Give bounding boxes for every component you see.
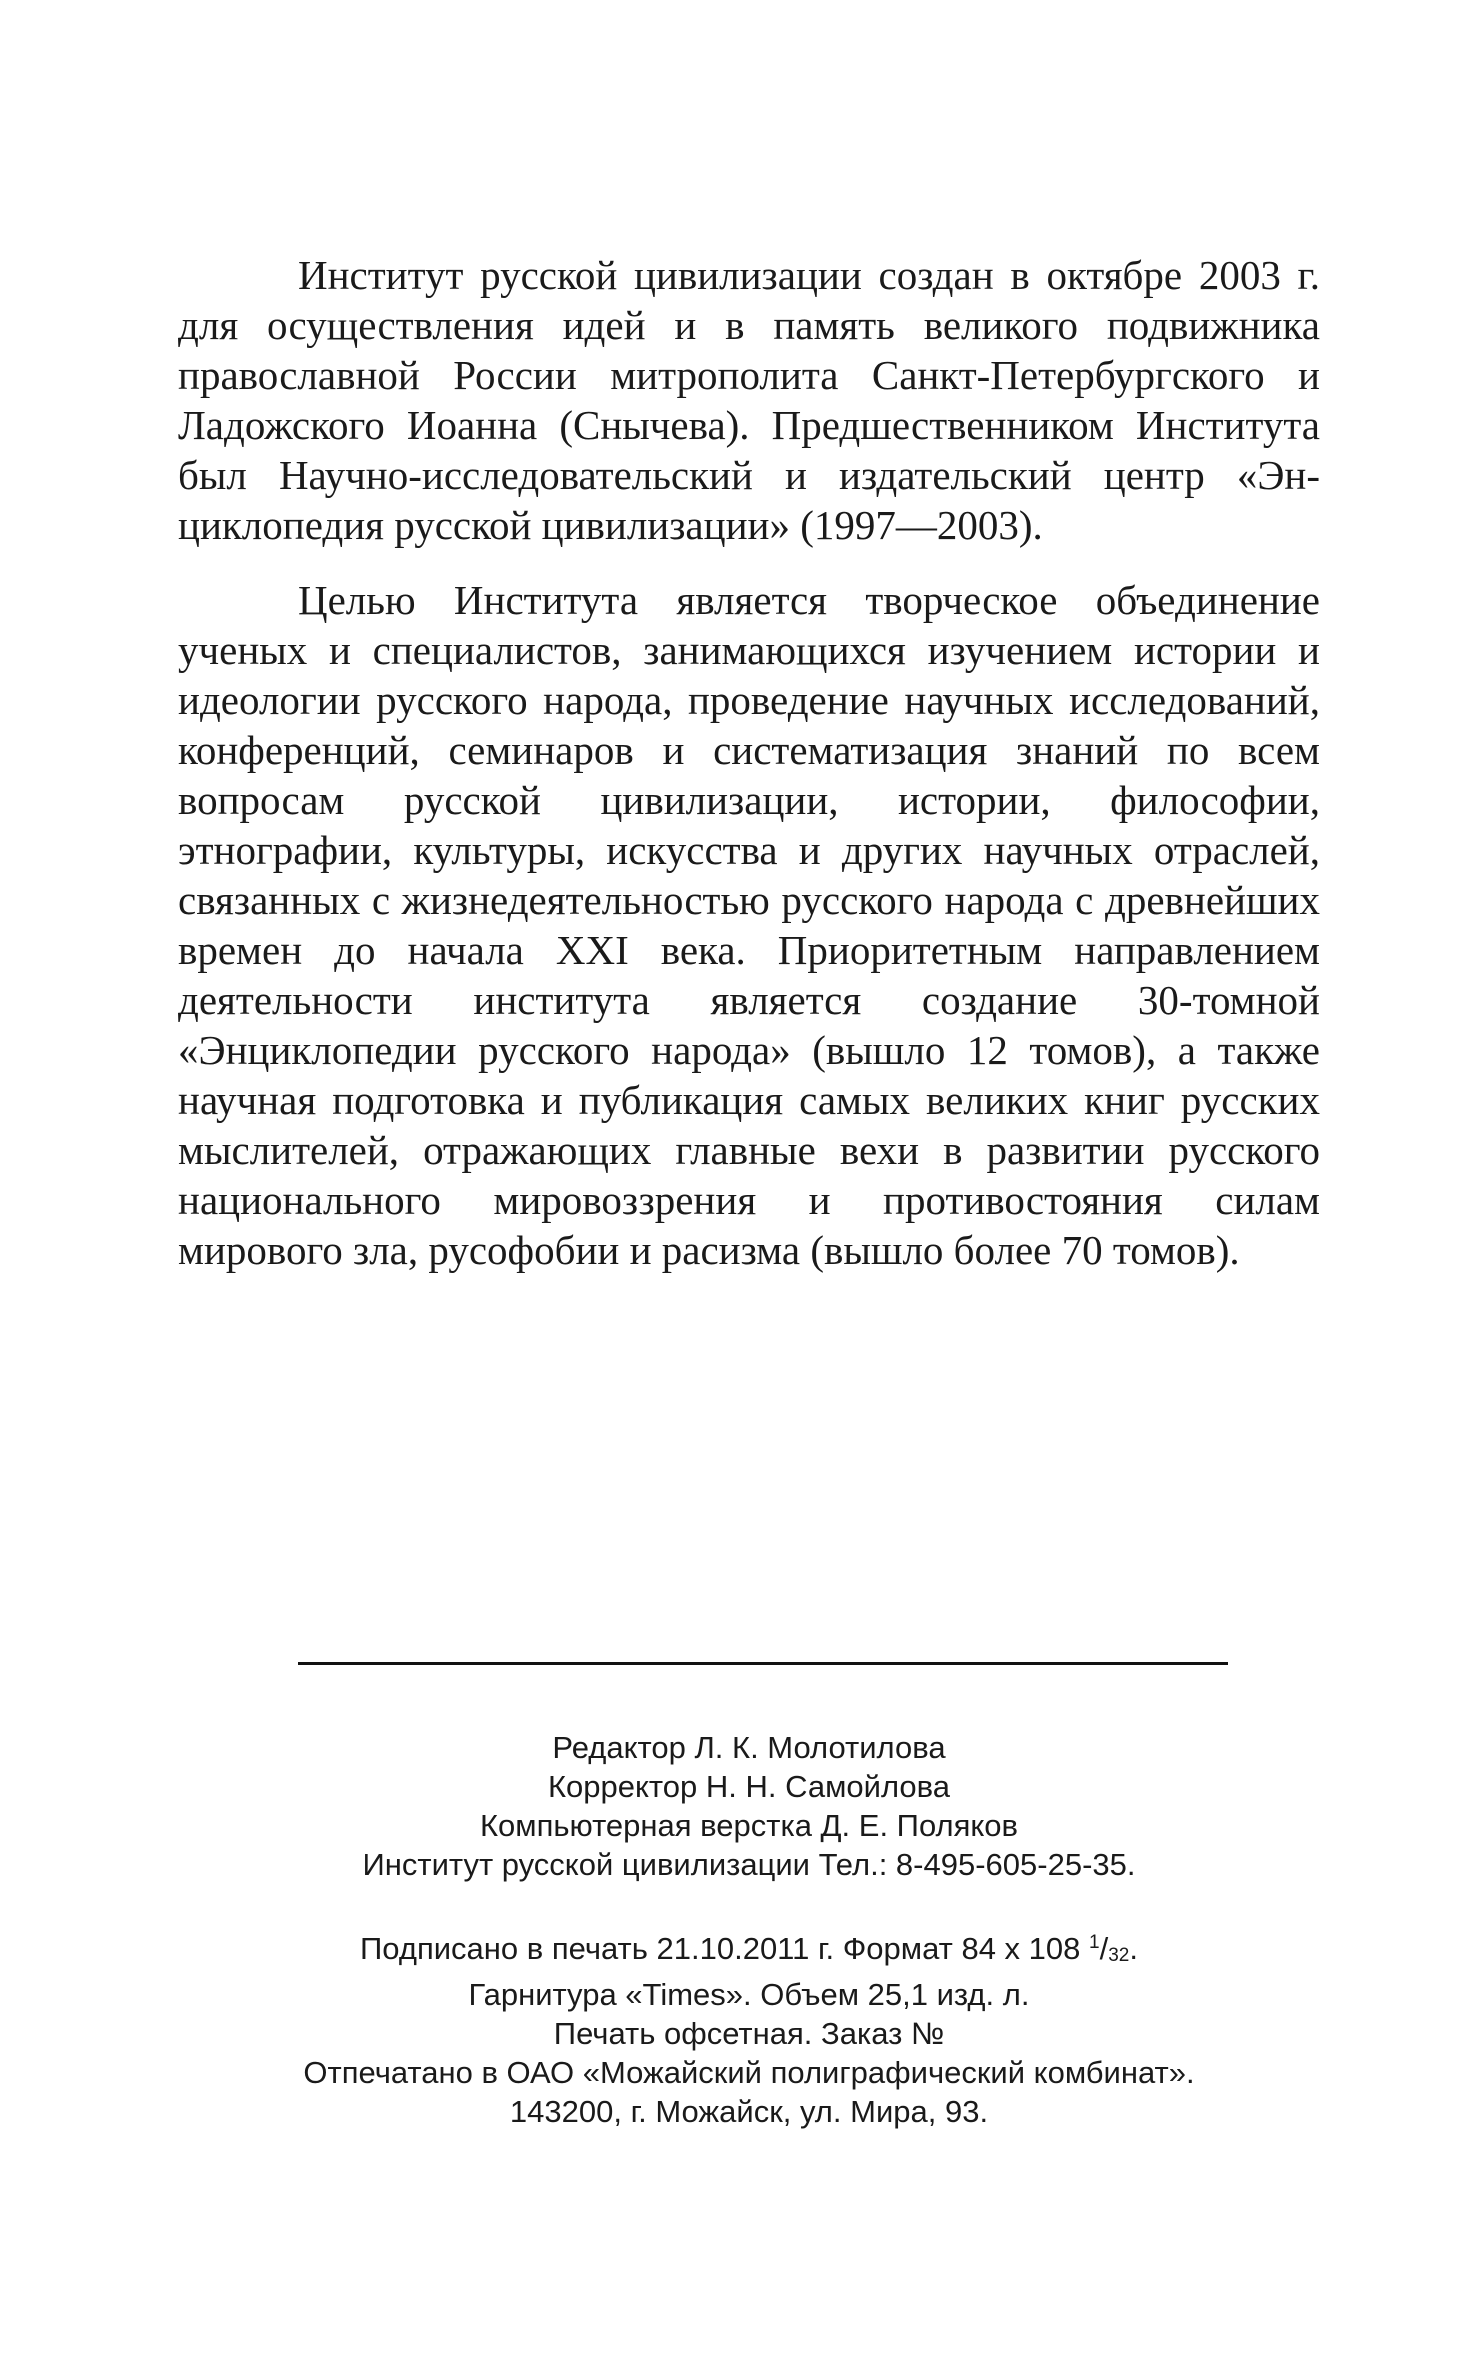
imprint-spacer <box>178 1884 1320 1923</box>
imprint-printed-at: Отпечатано в ОАО «Можайский полиграфический комбинат». <box>303 2055 1195 2090</box>
format-fraction-numerator: 1 <box>1089 1932 1100 1953</box>
signed-suffix: . <box>1129 1931 1138 1966</box>
format-fraction-separator: / <box>1099 1931 1109 1966</box>
imprint-signed-format <box>178 1923 1320 1975</box>
imprint-print-order: Печать офсетная. Заказ № <box>553 2016 945 2051</box>
imprint-editor: Редактор Л. К. Молотилова <box>552 1730 946 1765</box>
imprint-layout: Компьютерная верстка Д. Е. Поляков <box>479 1808 1019 1843</box>
imprint-address: 143200, г. Можайск, ул. Мира, 93. <box>509 2094 989 2129</box>
signed-prefix: Подписано в печать 21.10.2011 г. Формат 84 x 108 <box>360 1931 1089 1966</box>
paragraph-institute-history: Институт русской цивилизации создан в октябре 2003 г. для осуществления идей и в память великого подвижника православной России митрополита Санкт-Петербургского и Ладожского Иоанна (Снычева). Предшественником Института был Научно-исследовательский и издательский центр «Энциклопедия русской цивилизации» (1997—2003). <box>178 252 1320 548</box>
paragraph-institute-goals: Целью Института является творческое объединение ученых и специалистов, занимающихся изучением истории и идеологии русского народа, проведение научных исследований, конференций, семинаров и систематизация знаний по всем вопросам русской цивилизации, истории, философии, этнографии, культуры, искусства и других научных отраслей, связанных с жизнедеятельностью русского народа с древнейших времен до начала XXI века. Приоритетным направлением деятельности института является создание 30-томной «Энциклопедии русского народа» (вышло 12 томов), а также научная подготовка и публикация самых великих книг русских мыслителей, отражающих главные вехи в развитии русского национального мировоззрения и противостояния силам мирового зла, русофобии и расизма (вышло более 70 томов). <box>178 577 1320 1273</box>
imprint-block <box>178 1728 1320 2131</box>
imprint-institute-phone: Институт русской цивилизации Тел.: 8-495-605-25-35. <box>362 1847 1136 1882</box>
imprint-typeface-volume: Гарнитура «Times». Объем 25,1 изд. л. <box>468 1977 1030 2012</box>
institute-description <box>178 250 1320 1275</box>
horizontal-divider <box>298 1662 1228 1665</box>
format-fraction-denominator: 32 <box>1108 1945 1130 1966</box>
imprint-proofreader: Корректор Н. Н. Самойлова <box>548 1769 950 1804</box>
